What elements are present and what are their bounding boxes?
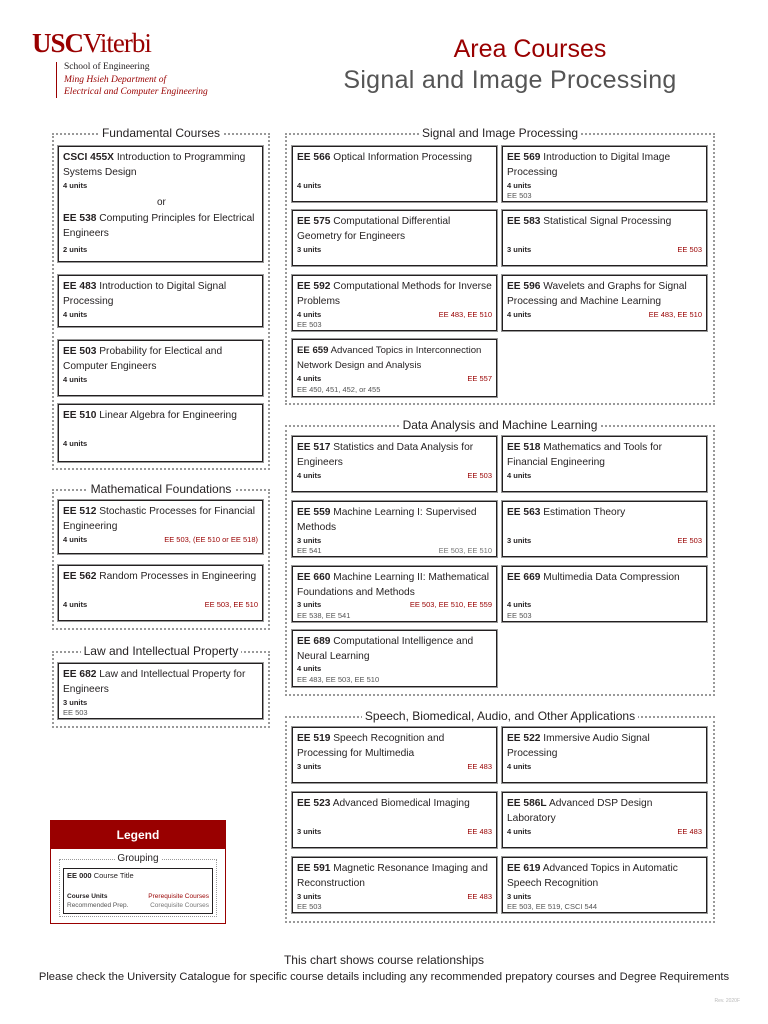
course-ee-586l[interactable]: EE 586L Advanced DSP Design Laboratory 4 units EE 483 [502, 792, 707, 848]
course-ee-669[interactable]: EE 669 Multimedia Data Compression 4 units EE 503 [502, 566, 707, 622]
page-title: Area Courses [453, 35, 607, 63]
legend-grouping [59, 853, 217, 917]
course-ee-483[interactable]: EE 483 Introduction to Digital Signal Processing 4 units [58, 275, 263, 327]
course-ee-592[interactable]: EE 592 Computational Methods for Inverse Problems 4 units EE 483, EE 510 EE 503 [292, 275, 497, 331]
course-ee-569[interactable]: EE 569 Introduction to Digital Image Processing 4 units EE 503 [502, 146, 707, 202]
course-ee-596[interactable]: EE 596 Wavelets and Graphs for Signal Processing and Machine Learning 4 units EE 483, EE 510 [502, 275, 707, 331]
logo-school-name: School of Engineering [64, 62, 150, 72]
legend-coreq: Corequisite Courses [150, 902, 209, 909]
legend-course-box: EE 000 Course Title Course Units Prerequisite Courses Recommended Prep. Corequisite Courses [63, 868, 213, 914]
footer-note: This chart shows course relationships [283, 953, 485, 967]
usc-viterbi-logo: USCViterbi [32, 28, 151, 58]
course-ee-562[interactable]: EE 562 Random Processes in Engineering 4 units EE 503, EE 510 [58, 565, 263, 621]
legend-title: Legend [51, 821, 225, 849]
course-ee-512[interactable]: EE 512 Stochastic Processes for Financial Engineering 4 units EE 503, (EE 510 or EE 518) [58, 500, 263, 554]
course-ee-682[interactable]: EE 682 Law and Intellectual Property for Engineers 3 units EE 503 [58, 663, 263, 719]
legend-grouping-label: Grouping [117, 853, 159, 864]
course-ee-591[interactable]: EE 591 Magnetic Resonance Imaging and Reconstruction 3 units EE 483 EE 503 [292, 857, 497, 913]
logo-divider [56, 62, 57, 98]
course-ee-522[interactable]: EE 522 Immersive Audio Signal Processing 4 units [502, 727, 707, 783]
course-ee-563[interactable]: EE 563 Estimation Theory 3 units EE 503 [502, 501, 707, 557]
page-subtitle: Signal and Image Processing [343, 66, 677, 94]
legend [50, 820, 226, 924]
group-label-sip: Signal and Image Processing [419, 126, 581, 140]
revision-label: Rev. 2020F [714, 998, 740, 1004]
legend-rec: Recommended Prep. [67, 902, 129, 909]
course-ee-518[interactable]: EE 518 Mathematics and Tools for Financial Engineering 4 units [502, 436, 707, 492]
course-ee-566[interactable]: EE 566 Optical Information Processing 4 units [292, 146, 497, 202]
course-ee-659[interactable]: EE 659 Advanced Topics in Interconnection Network Design and Analysis 4 units EE 557 EE 450, 451, 452, or 455 [292, 339, 497, 397]
group-label-law: Law and Intellectual Property [81, 644, 242, 658]
course-ee-503[interactable]: EE 503 Probability for Electical and Computer Engineers 4 units [58, 340, 263, 396]
course-ee-519[interactable]: EE 519 Speech Recognition and Processing for Multimedia 3 units EE 483 [292, 727, 497, 783]
logo-department: Ming Hsieh Department of Electrical and Computer Engineering [64, 75, 208, 97]
course-csci-455x[interactable]: CSCI 455X Introduction to Programming Systems Design 4 units or EE 538 Computing Principles for Electrical Engineers 2 units [58, 146, 263, 262]
footer-disclaimer: Please check the University Catalogue for specific course details including any recommended prepatory courses and Degree Requirements [38, 971, 730, 983]
group-label-fundamental: Fundamental Courses [99, 126, 223, 140]
group-label-math: Mathematical Foundations [88, 482, 235, 496]
course-ee-559[interactable]: EE 559 Machine Learning I: Supervised Methods 3 units EE 541 EE 503, EE 510 [292, 501, 497, 557]
course-ee-517[interactable]: EE 517 Statistics and Data Analysis for Engineers 4 units EE 503 [292, 436, 497, 492]
or-label: or [157, 197, 166, 208]
course-ee-660[interactable]: EE 660 Machine Learning II: Mathematical Foundations and Methods 3 units EE 503, EE 510, EE 559 EE 538, EE 541 [292, 566, 497, 622]
legend-prereq: Prerequisite Courses [148, 893, 209, 900]
course-ee-583[interactable]: EE 583 Statistical Signal Processing 3 units EE 503 [502, 210, 707, 266]
course-ee-619[interactable]: EE 619 Advanced Topics in Automatic Speech Recognition 3 units EE 503, EE 519, CSCI 544 [502, 857, 707, 913]
group-label-speech: Speech, Biomedical, Audio, and Other Applications [362, 709, 638, 723]
group-label-daml: Data Analysis and Machine Learning [400, 418, 601, 432]
course-ee-575[interactable]: EE 575 Computational Differential Geometry for Engineers 3 units [292, 210, 497, 266]
legend-units: Course Units [67, 893, 108, 900]
course-ee-689[interactable]: EE 689 Computational Intelligence and Neural Learning 4 units EE 483, EE 503, EE 510 [292, 630, 497, 687]
course-ee-510[interactable]: EE 510 Linear Algebra for Engineering 4 units [58, 404, 263, 462]
course-ee-523[interactable]: EE 523 Advanced Biomedical Imaging 3 units EE 483 [292, 792, 497, 848]
